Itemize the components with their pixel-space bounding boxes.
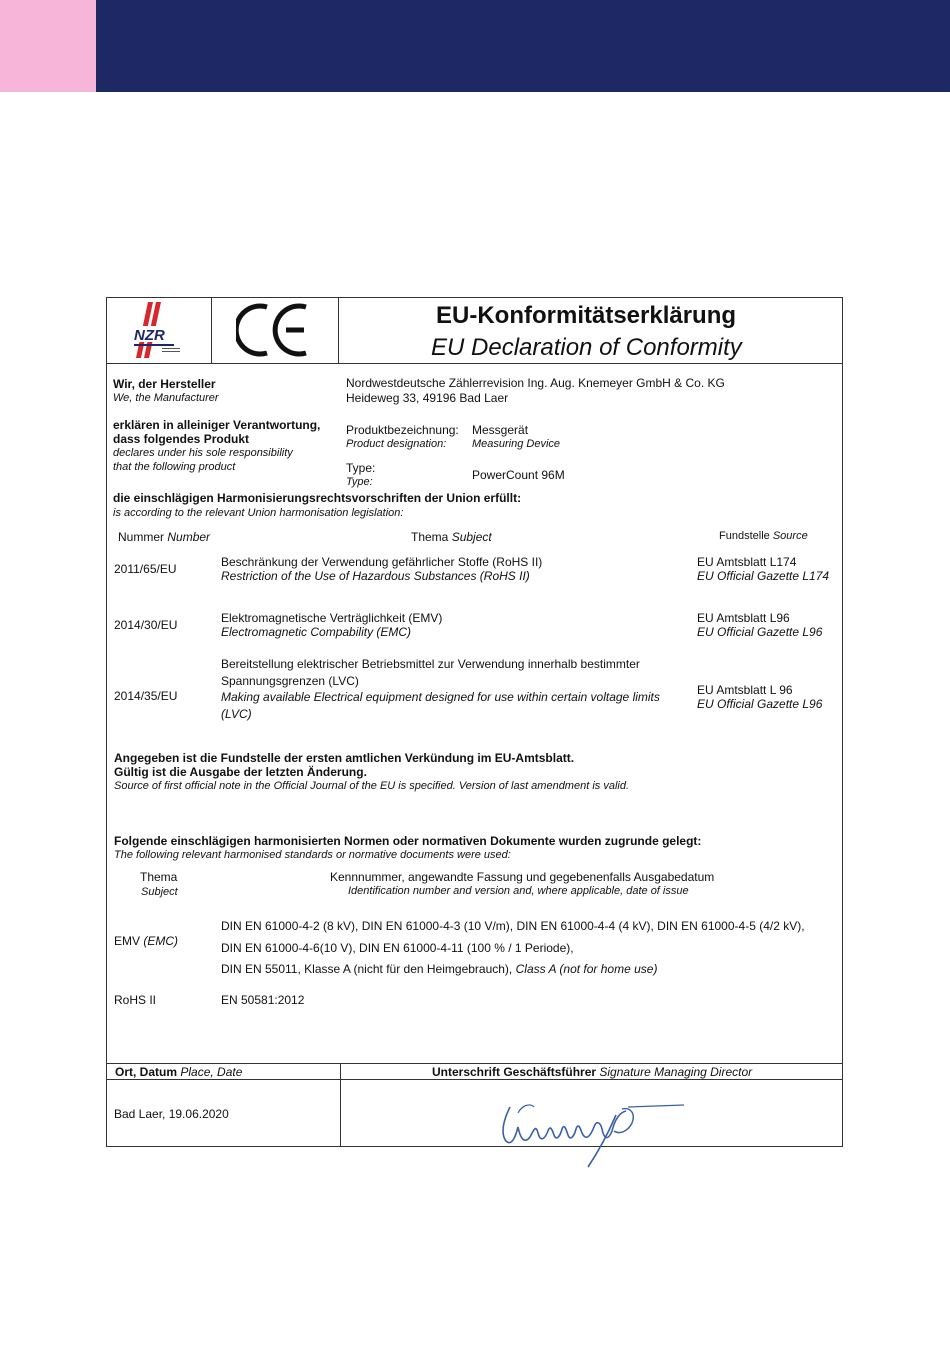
legislation-subject-en: Restriction of the Use of Hazardous Substances (RoHS II) [221, 569, 530, 583]
logo-text: NZR [134, 327, 165, 344]
manufacturer-label-en: We, the Manufacturer [113, 392, 219, 404]
standards-col-subject-en: Subject [141, 886, 178, 898]
product-type-label-de: Type: [346, 461, 376, 475]
emv-standards-line3 [221, 963, 657, 977]
banner-bar [96, 0, 950, 92]
legislation-subject-en: Electromagnetic Compability (EMC) [221, 625, 412, 639]
product-type: PowerCount 96M [472, 468, 565, 482]
signature-label-en: Signature Managing Director [599, 1065, 753, 1079]
legislation-heading-en: is according to the relevant Union harmonisation legislation: [113, 507, 404, 519]
col-number-de: Nummer [118, 530, 165, 544]
source-note-de-line1: Angegeben ist die Fundstelle der ersten amtlichen Verkündung im EU-Amtsblatt. [114, 751, 575, 765]
declaration-de-line2: dass folgendes Produkt [113, 432, 250, 446]
footer-divider [106, 1063, 843, 1064]
place-date-value: Bad Laer, 19.06.2020 [114, 1107, 229, 1121]
legislation-subject-de-line2: Spannungsgrenzen (LVC) [221, 674, 359, 688]
ce-mark [236, 301, 312, 359]
legislation-source-de: EU Amtsblatt L174 [697, 555, 797, 569]
header-divider [338, 297, 339, 364]
rohs-value: EN 50581:2012 [221, 993, 305, 1007]
col-subject-en: Subject [451, 530, 492, 544]
nzr-logo [128, 300, 188, 360]
legislation-subject-en-line1: Making available Electrical equipment designed for use within certain voltage limits [221, 690, 660, 704]
title-de: EU-Konformitätserklärung [436, 302, 737, 329]
standards-col-id-de: Kennnummer, angewandte Fassung und gegebenenfalls Ausgabedatum [330, 870, 715, 884]
legislation-source-en: EU Official Gazette L96 [697, 625, 823, 639]
legislation-number: 2014/30/EU [114, 618, 178, 632]
legislation-subject-en-line2: (LVC) [221, 707, 252, 721]
legislation-subject-de: Beschränkung der Verwendung gefährlicher Stoffe (RoHS II) [221, 555, 543, 569]
col-subject-header [411, 531, 492, 545]
standards-col-id-en: Identification number and version and, where applicable, date of issue [348, 885, 689, 897]
header-divider [211, 297, 212, 364]
signature-image [490, 1085, 690, 1170]
product-designation-en: Measuring Device [472, 438, 561, 450]
legislation-subject-de-line1: Bereitstellung elektrischer Betriebsmittel zur Verwendung innerhalb bestimmter [221, 657, 640, 671]
declaration-en-line1: declares under his sole responsibility [113, 447, 293, 459]
title-en: EU Declaration of Conformity [431, 334, 742, 361]
col-source-en: Source [772, 530, 808, 542]
rohs-label: RoHS II [114, 993, 157, 1007]
legislation-heading-de: die einschlägigen Harmonisierungsrechtsvorschriften der Union erfüllt: [113, 491, 522, 505]
place-label-de: Ort, Datum [115, 1065, 178, 1079]
legislation-source-de: EU Amtsblatt L 96 [697, 683, 793, 697]
standards-heading-en: The following relevant harmonised standards or normative documents were used: [114, 849, 511, 861]
manufacturer-label-de: Wir, der Hersteller [113, 377, 216, 391]
source-note-en: Source of first official note in the Official Journal of the EU is specified. Version of last amendment is valid. [114, 780, 630, 792]
legislation-source-de: EU Amtsblatt L96 [697, 611, 790, 625]
declaration-en-line2: that the following product [113, 461, 236, 473]
manufacturer-name: Nordwestdeutsche Zählerrevision Ing. Aug. Knemeyer GmbH & Co. KG [346, 376, 725, 390]
legislation-number: 2014/35/EU [114, 689, 178, 703]
legislation-source-en: EU Official Gazette L96 [697, 697, 823, 711]
emv-standards-line2: DIN EN 61000-4-6(10 V), DIN EN 61000-4-11 (100 % / 1 Periode), [221, 941, 574, 955]
legislation-source-en: EU Official Gazette L174 [697, 569, 830, 583]
col-subject-de: Thema [411, 530, 449, 544]
emv-standards-line3-de: DIN EN 55011, Klasse A (nicht für den Heimgebrauch), [221, 962, 513, 976]
product-designation-label-de: Produktbezeichnung: [346, 423, 459, 437]
signature-label-de: Unterschrift Geschäftsführer [432, 1065, 597, 1079]
source-note-de-line2: Gültig ist die Ausgabe der letzten Änderung. [114, 765, 367, 779]
banner-accent [0, 0, 96, 92]
standards-heading-de: Folgende einschlägigen harmonisierten Normen oder normativen Dokumente wurden zugrunde gelegt: [114, 834, 702, 848]
col-source-header [719, 530, 808, 543]
emv-label [114, 935, 178, 949]
emv-standards-line1: DIN EN 61000-4-2 (8 kV), DIN EN 61000-4-3 (10 V/m), DIN EN 61000-4-4 (4 kV), DIN EN 61000-4-5 (4/2 kV), [221, 919, 805, 933]
declaration-de-line1: erklären in alleiniger Verantwortung, [113, 418, 321, 432]
col-number-en: Number [167, 530, 211, 544]
col-number-header [118, 531, 210, 545]
place-label-en: Place, Date [180, 1065, 243, 1079]
legislation-number: 2011/65/EU [114, 562, 177, 576]
manufacturer-address: Heideweg 33, 49196 Bad Laer [346, 391, 509, 405]
product-designation-label-en: Product designation: [346, 438, 447, 450]
product-type-label-en: Type: [346, 476, 373, 488]
emv-label-de: EMV [114, 934, 141, 948]
col-source-de: Fundstelle [719, 530, 770, 542]
place-date-header [115, 1066, 242, 1080]
product-designation-de: Messgerät [472, 423, 529, 437]
legislation-subject-de: Elektromagnetische Verträglichkeit (EMV) [221, 611, 443, 625]
footer-column-divider [340, 1063, 341, 1147]
standards-col-subject-de: Thema [140, 870, 178, 884]
emv-standards-line3-en: Class A (not for home use) [515, 962, 658, 976]
signature-header [432, 1066, 752, 1080]
emv-label-en: (EMC) [143, 934, 179, 948]
